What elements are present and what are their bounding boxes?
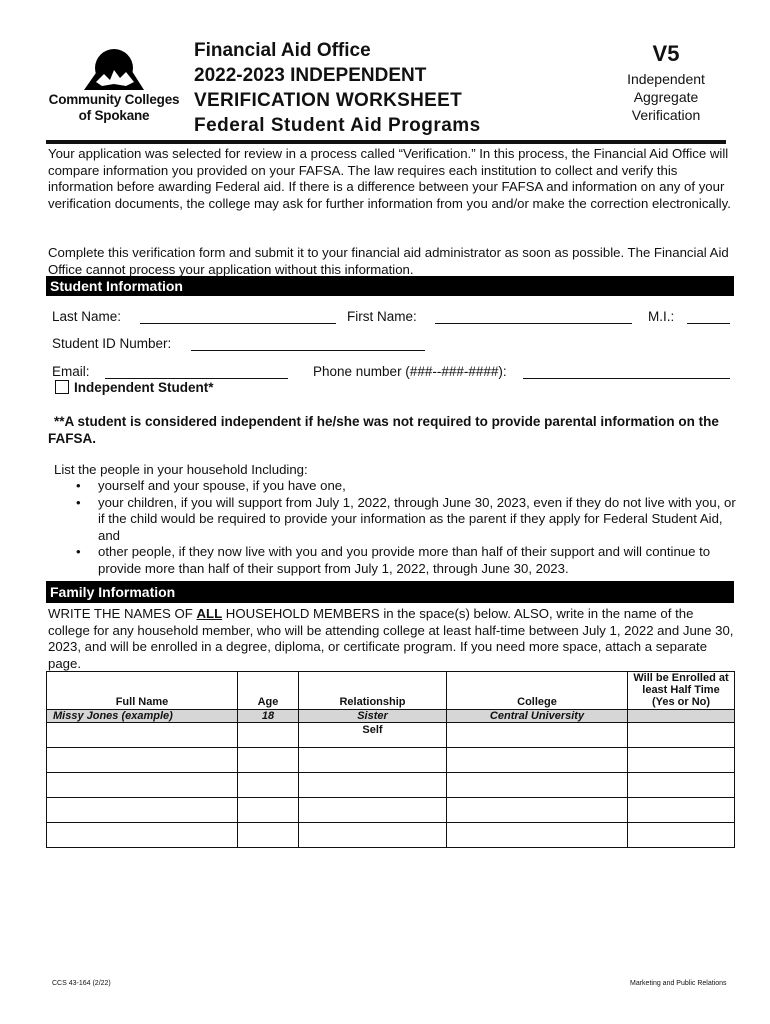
name-cell[interactable] <box>47 723 238 748</box>
age-cell[interactable] <box>238 748 299 773</box>
college-cell[interactable] <box>447 798 628 823</box>
enrolled-cell[interactable] <box>628 748 735 773</box>
table-row <box>47 748 735 773</box>
example-relationship: Sister <box>299 710 447 723</box>
student-id-field[interactable] <box>191 350 425 351</box>
household-intro: List the people in your household Including: <box>54 462 308 477</box>
header-divider <box>46 140 726 144</box>
name-cell[interactable] <box>47 823 238 848</box>
mountain-logo-icon <box>84 46 144 90</box>
enrolled-cell[interactable] <box>628 773 735 798</box>
instructions-emphasis: ALL <box>196 606 223 621</box>
college-logo <box>44 46 184 126</box>
column-header-relationship: Relationship <box>299 672 447 710</box>
student-information-heading: Student Information <box>46 276 734 296</box>
instructions-prefix: WRITE THE NAMES OF <box>48 606 197 621</box>
student-id-label: Student ID Number: <box>52 336 172 351</box>
last-name-field[interactable] <box>140 323 336 324</box>
example-age: 18 <box>238 710 299 723</box>
relationship-cell[interactable]: Self <box>299 723 447 748</box>
column-header-college: College <box>447 672 628 710</box>
family-information-heading: Family Information <box>46 581 734 603</box>
example-name: Missy Jones (example) <box>47 710 238 723</box>
form-sub-3: Verification <box>631 107 701 123</box>
name-cell[interactable] <box>47 748 238 773</box>
relationship-cell[interactable] <box>299 773 447 798</box>
table-row <box>47 798 735 823</box>
household-criterion: • yourself and your spouse, if you have one, <box>52 478 742 495</box>
logo-line-2: of Spokane <box>78 108 150 123</box>
age-cell[interactable] <box>238 823 299 848</box>
middle-initial-label: M.I.: <box>648 309 675 324</box>
enrolled-cell[interactable] <box>628 798 735 823</box>
email-field[interactable] <box>105 378 288 379</box>
example-row <box>47 710 735 723</box>
footer-form-number: CCS 43-164 (2/22) <box>52 980 111 987</box>
title-office: Financial Aid Office <box>194 40 371 61</box>
relationship-cell[interactable] <box>299 798 447 823</box>
college-cell[interactable] <box>447 723 628 748</box>
form-sub-2: Aggregate <box>633 89 699 105</box>
table-row <box>47 723 735 748</box>
age-cell[interactable] <box>238 723 299 748</box>
college-cell[interactable] <box>447 748 628 773</box>
last-name-label: Last Name: <box>52 309 122 324</box>
table-row <box>47 823 735 848</box>
table-row <box>47 773 735 798</box>
column-header-enrolled: Will be Enrolled at least Half Time (Yes or No) <box>628 672 735 710</box>
college-cell[interactable] <box>447 773 628 798</box>
first-name-field[interactable] <box>435 323 632 324</box>
example-college: Central University <box>447 710 628 723</box>
family-instructions <box>48 606 736 672</box>
independent-student-label: Independent Student* <box>74 380 214 395</box>
name-cell[interactable] <box>47 773 238 798</box>
title-year: 2022-2023 INDEPENDENT <box>194 65 427 86</box>
form-sub-1: Independent <box>627 71 705 87</box>
independent-definition-note: **A student is considered independent if he/she was not required to provide parental information on the FAFSA. <box>48 414 719 446</box>
enrolled-cell[interactable] <box>628 823 735 848</box>
college-cell[interactable] <box>447 823 628 848</box>
household-criterion: • other people, if they now live with you and you provide more than half of their support and will continue to provide more than half of their support from July 1, 2022, through June 30, 2023. <box>52 544 742 577</box>
column-header-full-name: Full Name <box>47 672 238 710</box>
independent-student-checkbox[interactable] <box>55 380 69 394</box>
first-name-label: First Name: <box>347 309 417 324</box>
intro-paragraph-2: Complete this verification form and submit it to your financial aid administrator as soon as possible. The Financial Aid Office cannot process your application without this information. <box>48 245 729 277</box>
instructions-suffix: HOUSEHOLD MEMBERS in the space(s) below. ALSO, write in the name of the college for any household member, who will be attending college at least half-time between July 1, 2022 and June 30, 2023, and will be enrolled in a degree, diploma, or certificate program. If you need more space, attach a separate page. <box>48 606 734 671</box>
form-code: V5 <box>652 41 680 66</box>
middle-initial-field[interactable] <box>687 323 730 324</box>
title-worksheet: VERIFICATION WORKSHEET <box>194 90 463 111</box>
name-cell[interactable] <box>47 798 238 823</box>
phone-field[interactable] <box>523 378 730 379</box>
document-title <box>194 38 614 138</box>
household-criterion: • your children, if you will support from July 1, 2022, through June 30, 2023, even if they do not live with you, or if the child would be required to provide your information as the parent if they apply for Federal Student Aid, and <box>52 495 742 545</box>
age-cell[interactable] <box>238 798 299 823</box>
household-criteria-list <box>52 478 742 577</box>
column-header-age: Age <box>238 672 299 710</box>
age-cell[interactable] <box>238 773 299 798</box>
relationship-cell[interactable] <box>299 823 447 848</box>
intro-paragraph-1: Your application was selected for review in a process called “Verification.” In this process, the Financial Aid Office will compare information you provided on your FAFSA. The law requires each institution to collect and verify this information before awarding Federal aid. If there is a difference between your FAFSA and information on any of your verification documents, the college may ask for further information from you and/or make the correction electronically. <box>48 146 731 211</box>
footer-department: Marketing and Public Relations <box>630 980 727 987</box>
phone-label: Phone number (###--###-####): <box>313 364 507 379</box>
example-enrolled <box>628 710 735 723</box>
logo-wordmark <box>44 92 184 124</box>
table-header-row <box>47 672 735 710</box>
email-label: Email: <box>52 364 90 379</box>
household-members-table <box>46 671 735 848</box>
enrolled-cell[interactable] <box>628 723 735 748</box>
relationship-cell[interactable] <box>299 748 447 773</box>
form-code-block <box>618 38 714 124</box>
logo-line-1: Community Colleges <box>48 92 180 107</box>
title-programs: Federal Student Aid Programs <box>194 115 481 136</box>
